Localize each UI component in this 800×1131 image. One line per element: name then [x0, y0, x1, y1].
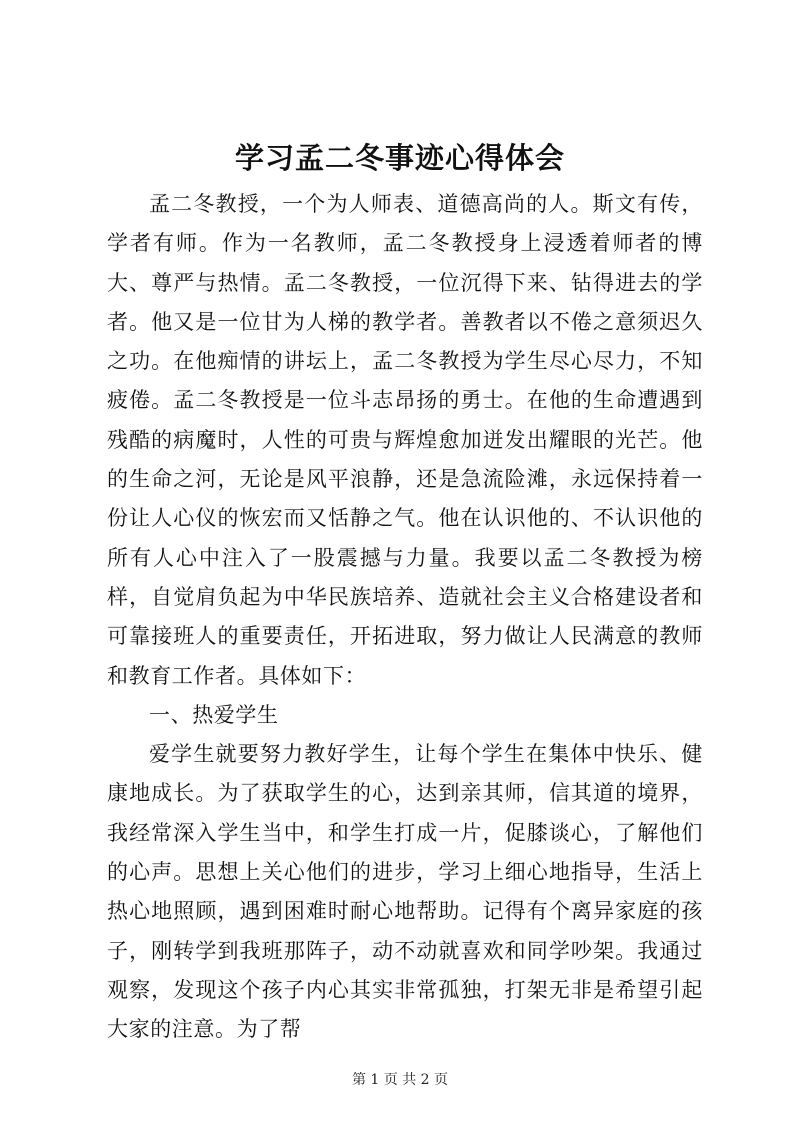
section-heading-love-students: 一、热爱学生 [149, 702, 279, 727]
paragraph-intro: 孟二冬教授，一个为人师表、道德高尚的人。斯文有传，学者有师。作为一名教师，孟二冬教授身上浸透着师者的博大、尊严与热情。孟二冬教授，一位沉得下来、钻得进去的学者。他又是一位甘为人梯的教学者。善教者以不倦之意须迟久之功。在他痴情的讲坛上，孟二冬教授为学生尽心尽力，不知疲倦。孟二冬教授是一位斗志昂扬的勇士。在他的生命遭遇到残酷的病魔时，人性的可贵与辉煌愈加迸发出耀眼的光芒。他的生命之河，无论是风平浪静，还是急流险滩，永远保持着一份让人心仪的恢宏而又恬静之气。他在认识他的、不认识他的所有人心中注入了一股震撼与力量。我要以孟二冬教授为榜样，自觉肩负起为中华民族培养、造就社会主义合格建设者和可靠接班人的重要责任，开拓进取，努力做让人民满意的教师和教育工作者。具体如下： [107, 192, 703, 688]
document-body [107, 185, 703, 1050]
page-number-footer: 第 1 页 共 2 页 [351, 1072, 449, 1088]
document-title: 学习孟二冬事迹心得体会 [234, 141, 565, 175]
paragraph-love-students: 爱学生就要努力教好学生，让每个学生在集体中快乐、健康地成长。为了获取学生的心，达到亲其师，信其道的境界，我经常深入学生当中，和学生打成一片，促膝谈心，了解他们的心声。思想上关心他们的进步，学习上细心地指导，生活上热心地照顾，遇到困难时耐心地帮助。记得有个离异家庭的孩子，刚转学到我班那阵子，动不动就喜欢和同学吵架。我通过观察，发现这个孩子内心其实非常孤独，打架无非是希望引起大家的注意。为了帮 [107, 742, 703, 1042]
